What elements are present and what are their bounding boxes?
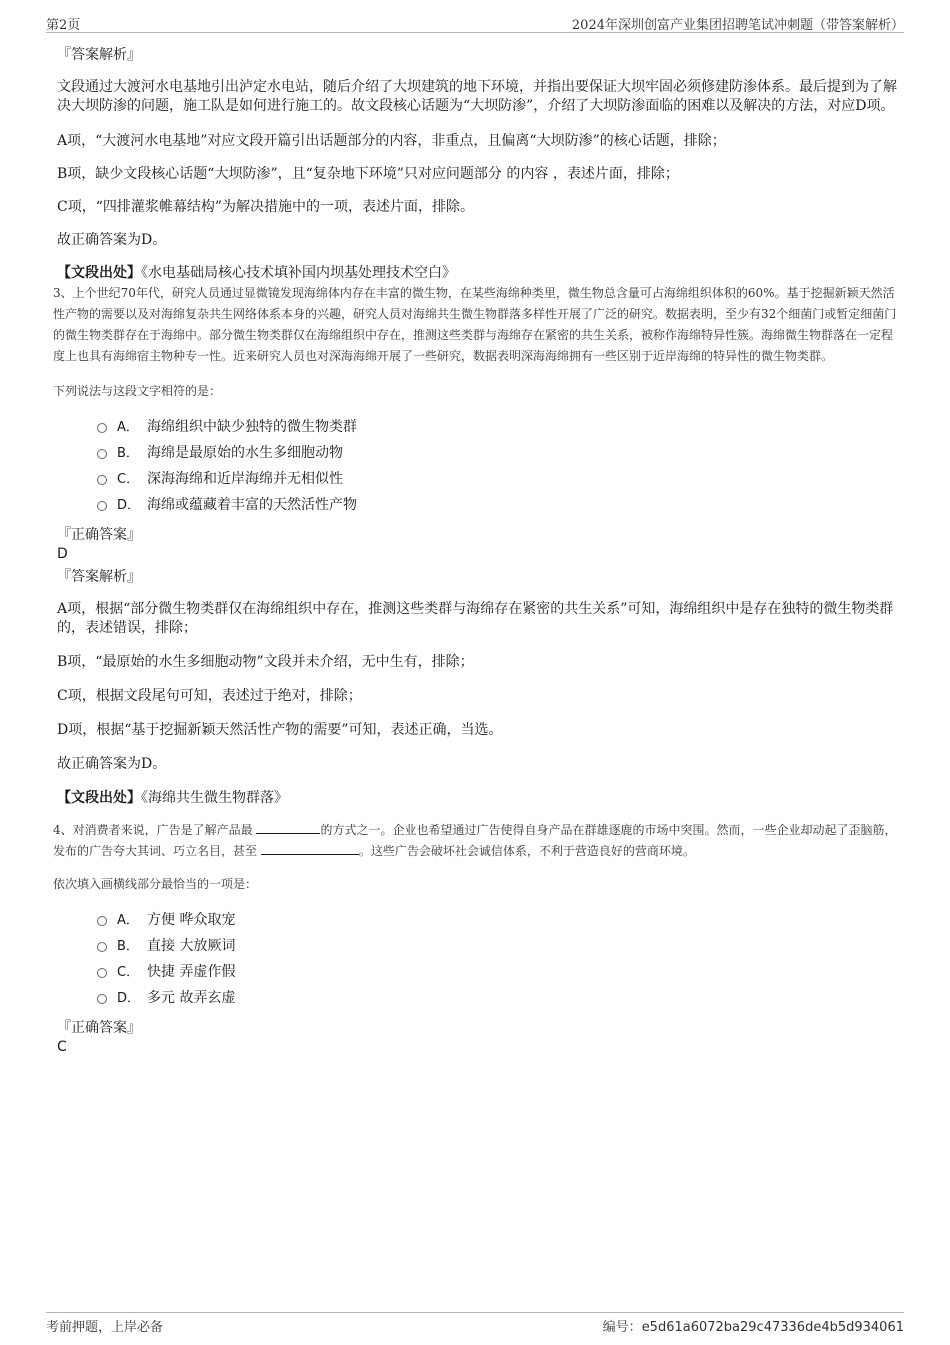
page-footer — [46, 1312, 904, 1335]
analysis-tag: 『答案解析』 — [57, 47, 141, 63]
passage-source — [57, 789, 897, 808]
analysis-option-c: C项，根据文段尾句可知，表述过于绝对，排除； — [57, 688, 362, 704]
analysis-option-b: B项，“最原始的水生多细胞动物”文段并未介绍，无中生有，排除； — [57, 654, 474, 670]
analysis-tag: 『答案解析』 — [57, 569, 141, 585]
source-title: 《海绵共生微生物群落》 — [141, 790, 288, 806]
document-code: 编号：e5d61a6072ba29c47336de4b5d934061 — [602, 1320, 904, 1335]
analysis-conclusion: 故正确答案为D。 — [57, 232, 167, 248]
correct-answer-tag: 『正确答案』 — [57, 527, 141, 543]
analysis-conclusion: 故正确答案为D。 — [57, 756, 167, 772]
question-3-prompt: 下列说法与这段文字相符的是： — [53, 384, 222, 398]
radio-icon[interactable] — [97, 916, 107, 926]
page-header — [46, 14, 904, 33]
analysis-option-c: C项，“四排灌浆帷幕结构”为解决措施中的一项，表述片面，排除。 — [57, 199, 475, 215]
radio-icon[interactable] — [97, 968, 107, 978]
option-c[interactable]: C． 快捷 弄虚作假 — [97, 959, 897, 985]
radio-icon[interactable] — [97, 994, 107, 1004]
document-title: 2024年深圳创富产业集团招聘笔试冲刺题（带答案解析） — [571, 18, 904, 33]
question-3-passage: 3、上个世纪70年代，研究人员通过显微镜发现海绵体内存在丰富的微生物，在某些海绵种类里，微生物总含量可占海绵组织体积的60%。基于挖掘新颖天然活性产物的需要以及对海绵复杂共生网络体系本身的兴趣，研究人员对海绵共生微生物群落多样性开展了广泛的研究。数据表明，至少有32个细菌门或暂定细菌门的微生物类群存在于海绵中。部分微生物类群仅在海绵组织中存在，推测这些类群与海绵存在紧密的共生关系，被称作海绵特异性簇。海绵微生物群落在一定程度上也具有海绵宿主物种专一性。近来研究人员也对深海海绵开展了一些研究，数据表明深海海绵拥有一些区别于近岸海绵的特异性的微生物类群。 — [53, 286, 897, 363]
option-c[interactable]: C． 深海海绵和近岸海绵并无相似性 — [97, 466, 897, 492]
question-4-options — [57, 907, 897, 1011]
option-a[interactable]: A． 方便 哗众取宠 — [97, 907, 897, 933]
passage-source — [57, 264, 897, 283]
correct-answer: C — [57, 1039, 67, 1055]
correct-answer: D — [57, 546, 68, 562]
source-label: 【文段出处】 — [57, 265, 141, 281]
analysis-option-d: D项，根据“基于挖掘新颖天然活性产物的需要”可知，表述正确，当选。 — [57, 722, 503, 738]
question-3-options — [57, 414, 897, 518]
option-d[interactable]: D． 多元 故弄玄虚 — [97, 985, 897, 1011]
radio-icon[interactable] — [97, 942, 107, 952]
question-4-passage: 4、对消费者来说，广告是了解产品最 的方式之一。企业也希望通过广告使得自身产品在群雄逐鹿的市场中突围。然而，一些企业却动起了歪脑筋，发布的广告夸大其词、巧立名目，甚至 。这些广告会破坏社会诚信体系，不利于营造良好的营商环境。 — [53, 823, 897, 858]
option-d[interactable]: D． 海绵或蕴藏着丰富的天然活性产物 — [97, 492, 897, 518]
source-title: 《水电基础局核心技术填补国内坝基处理技术空白》 — [141, 265, 456, 281]
radio-icon[interactable] — [97, 501, 107, 511]
option-a[interactable]: A． 海绵组织中缺少独特的微生物类群 — [97, 414, 897, 440]
fill-blank-1 — [256, 821, 320, 834]
analysis-option-a: A项，“大渡河水电基地”对应文段开篇引出话题部分的内容，非重点，且偏离“大坝防渗”的核心话题，排除； — [57, 133, 726, 149]
analysis-option-a: A项，根据“部分微生物类群仅在海绵组织中存在，推测这些类群与海绵存在紧密的共生关系”可知，海绵组织中是存在独特的微生物类群的，表述错误，排除； — [57, 601, 894, 636]
option-b[interactable]: B． 直接 大放厥词 — [97, 933, 897, 959]
radio-icon[interactable] — [97, 475, 107, 485]
correct-answer-tag: 『正确答案』 — [57, 1020, 141, 1036]
analysis-option-b: B项，缺少文段核心话题“大坝防渗”，且“复杂地下环境”只对应问题部分 的内容 ，表述片面，排除； — [57, 166, 679, 182]
document-body — [53, 46, 897, 1055]
page-number: 第2页 — [46, 18, 81, 33]
option-b[interactable]: B． 海绵是最原始的水生多细胞动物 — [97, 440, 897, 466]
radio-icon[interactable] — [97, 423, 107, 433]
source-label: 【文段出处】 — [57, 790, 141, 806]
analysis-main: 文段通过大渡河水电基地引出泸定水电站，随后介绍了大坝建筑的地下环境，并指出要保证大坝牢固必须修建防渗体系。最后提到为了解决大坝防渗的问题，施工队是如何进行施工的。故文段核心话题为“大坝防渗”，介绍了大坝防渗面临的困难以及解决的方法，对应D项。 — [57, 79, 897, 114]
footer-slogan: 考前押题，上岸必备 — [46, 1320, 164, 1335]
question-4-prompt: 依次填入画横线部分最恰当的一项是： — [53, 877, 258, 891]
radio-icon[interactable] — [97, 449, 107, 459]
fill-blank-2 — [261, 842, 359, 855]
